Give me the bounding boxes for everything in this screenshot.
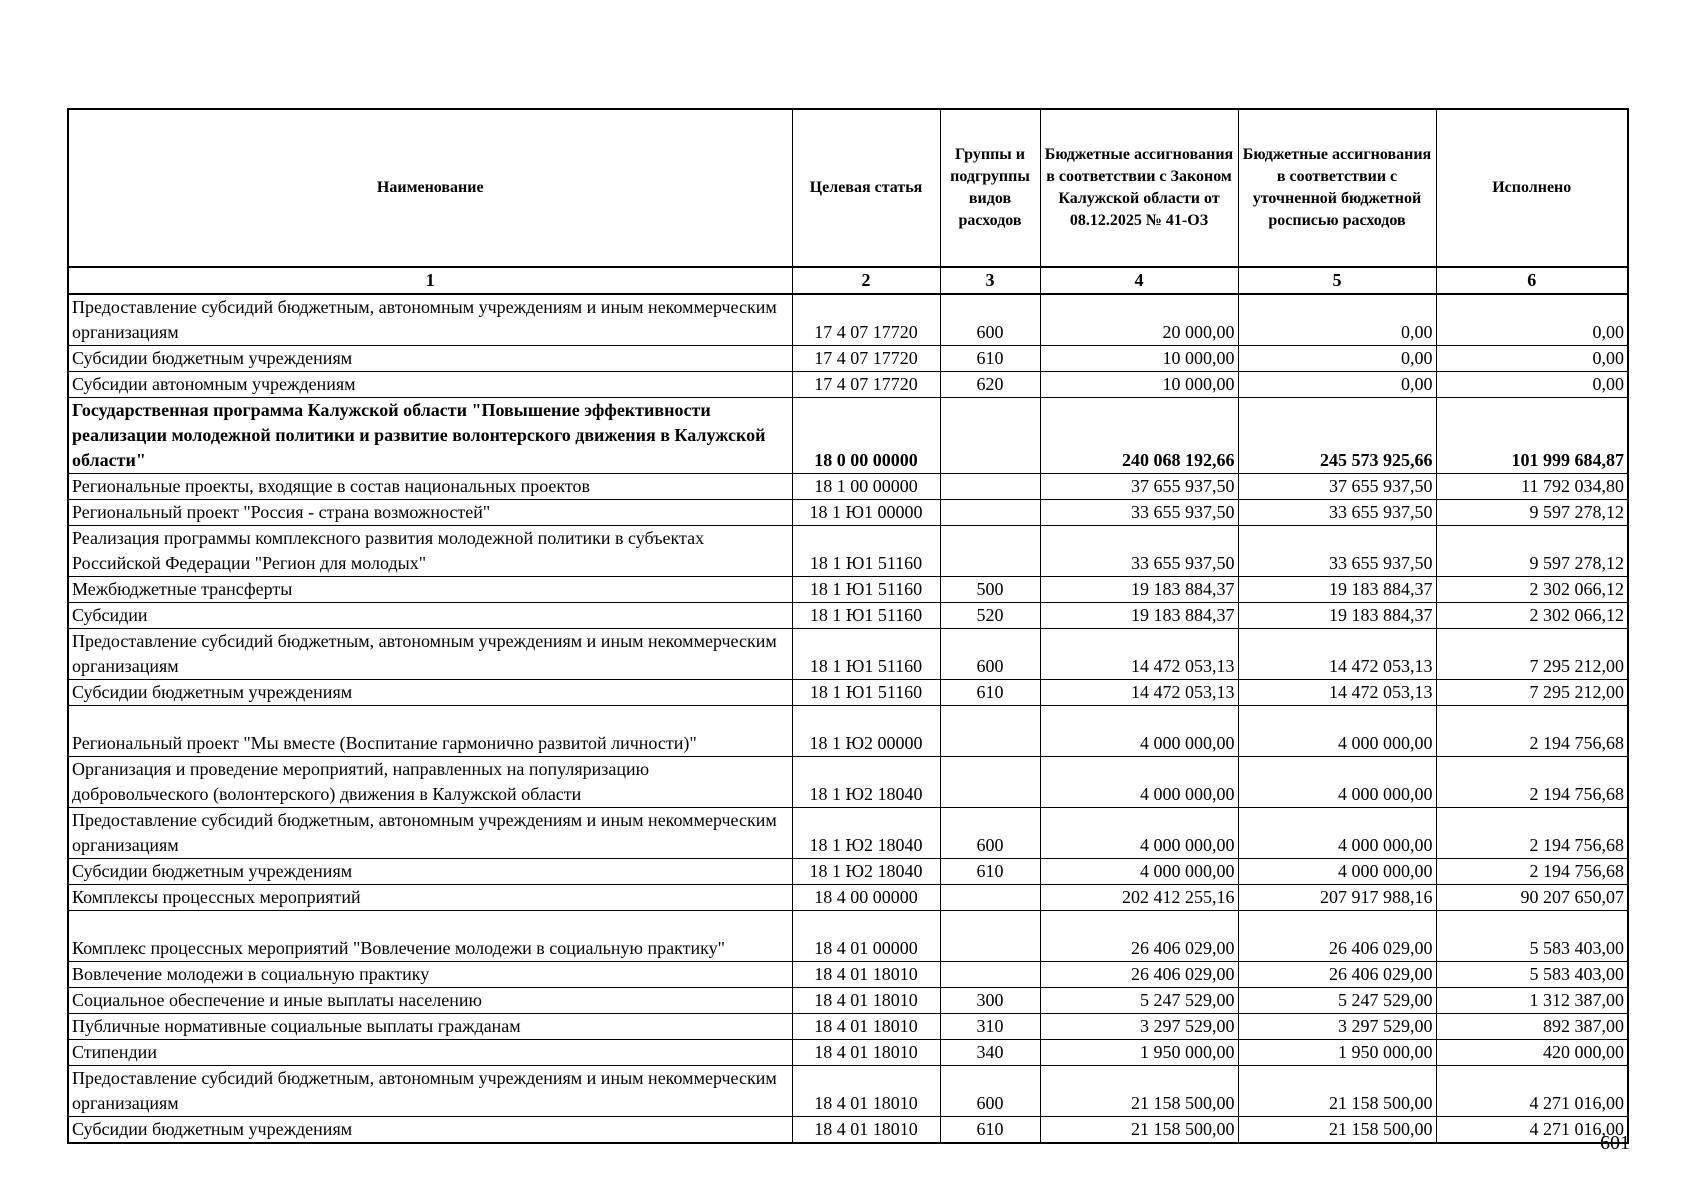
row-expense-group — [940, 526, 1040, 577]
table-row — [68, 757, 1628, 808]
row-target-article: 18 1 00 00000 — [792, 474, 940, 500]
row-refined-amount: 19 183 884,37 — [1238, 603, 1436, 629]
row-executed-amount: 9 597 278,12 — [1436, 500, 1628, 526]
row-target-article: 18 4 01 18010 — [792, 1014, 940, 1040]
row-executed-amount: 420 000,00 — [1436, 1040, 1628, 1066]
table-row — [68, 680, 1628, 706]
row-target-article: 18 4 01 00000 — [792, 911, 940, 962]
row-law-amount: 240 068 192,66 — [1040, 398, 1238, 474]
row-name: Социальное обеспечение и иные выплаты населению — [68, 988, 792, 1014]
row-law-amount: 4 000 000,00 — [1040, 808, 1238, 859]
row-executed-amount: 90 207 650,07 — [1436, 885, 1628, 911]
row-expense-group: 610 — [940, 346, 1040, 372]
header-name: Наименование — [68, 109, 792, 267]
row-refined-amount: 3 297 529,00 — [1238, 1014, 1436, 1040]
table-row — [68, 1117, 1628, 1144]
row-refined-amount: 4 000 000,00 — [1238, 808, 1436, 859]
row-refined-amount: 4 000 000,00 — [1238, 706, 1436, 757]
row-target-article: 18 4 01 18010 — [792, 1117, 940, 1144]
header-executed: Исполнено — [1436, 109, 1628, 267]
row-name: Реализация программы комплексного развития молодежной политики в субъектах Российской Федерации "Регион для молодых" — [68, 526, 792, 577]
row-refined-amount: 14 472 053,13 — [1238, 680, 1436, 706]
row-name: Субсидии автономным учреждениям — [68, 372, 792, 398]
row-expense-group: 310 — [940, 1014, 1040, 1040]
row-executed-amount: 2 302 066,12 — [1436, 603, 1628, 629]
row-expense-group: 610 — [940, 1117, 1040, 1144]
column-number-row — [68, 267, 1628, 294]
table-row — [68, 1066, 1628, 1117]
row-target-article: 18 1 Ю1 51160 — [792, 680, 940, 706]
column-number: 6 — [1436, 267, 1628, 294]
row-law-amount: 14 472 053,13 — [1040, 629, 1238, 680]
row-target-article: 18 1 Ю2 18040 — [792, 808, 940, 859]
row-refined-amount: 0,00 — [1238, 372, 1436, 398]
budget-table — [67, 108, 1629, 1144]
row-name: Вовлечение молодежи в социальную практику — [68, 962, 792, 988]
row-refined-amount: 19 183 884,37 — [1238, 577, 1436, 603]
row-refined-amount: 37 655 937,50 — [1238, 474, 1436, 500]
row-law-amount: 33 655 937,50 — [1040, 526, 1238, 577]
row-name: Предоставление субсидий бюджетным, автономным учреждениям и иным некоммерческим организациям — [68, 808, 792, 859]
row-expense-group: 300 — [940, 988, 1040, 1014]
row-refined-amount: 4 000 000,00 — [1238, 859, 1436, 885]
row-name: Предоставление субсидий бюджетным, автономным учреждениям и иным некоммерческим организациям — [68, 1066, 792, 1117]
column-number: 4 — [1040, 267, 1238, 294]
row-name: Региональный проект "Россия - страна возможностей" — [68, 500, 792, 526]
row-law-amount: 19 183 884,37 — [1040, 603, 1238, 629]
row-refined-amount: 5 247 529,00 — [1238, 988, 1436, 1014]
row-executed-amount: 1 312 387,00 — [1436, 988, 1628, 1014]
row-executed-amount: 0,00 — [1436, 346, 1628, 372]
row-name: Стипендии — [68, 1040, 792, 1066]
row-name: Комплексы процессных мероприятий — [68, 885, 792, 911]
row-executed-amount: 4 271 016,00 — [1436, 1066, 1628, 1117]
row-target-article: 18 1 Ю1 51160 — [792, 526, 940, 577]
table-row — [68, 474, 1628, 500]
table-row — [68, 962, 1628, 988]
row-executed-amount: 0,00 — [1436, 294, 1628, 346]
row-executed-amount: 2 194 756,68 — [1436, 859, 1628, 885]
row-refined-amount: 245 573 925,66 — [1238, 398, 1436, 474]
row-executed-amount: 101 999 684,87 — [1436, 398, 1628, 474]
header-law-allocations: Бюджетные ассигнования в соответствии с Законом Калужской области от 08.12.2025 № 41-ОЗ — [1040, 109, 1238, 267]
row-executed-amount: 5 583 403,00 — [1436, 962, 1628, 988]
row-name: Региональные проекты, входящие в состав национальных проектов — [68, 474, 792, 500]
row-executed-amount: 2 302 066,12 — [1436, 577, 1628, 603]
row-law-amount: 1 950 000,00 — [1040, 1040, 1238, 1066]
row-target-article: 18 4 01 18010 — [792, 988, 940, 1014]
table-row — [68, 911, 1628, 962]
row-executed-amount: 4 271 016,00 — [1436, 1117, 1628, 1144]
row-name: Субсидии бюджетным учреждениям — [68, 346, 792, 372]
row-name: Организация и проведение мероприятий, направленных на популяризацию добровольческого (волонтерского) движения в Калужской области — [68, 757, 792, 808]
row-law-amount: 4 000 000,00 — [1040, 859, 1238, 885]
row-law-amount: 37 655 937,50 — [1040, 474, 1238, 500]
column-number: 2 — [792, 267, 940, 294]
table-row — [68, 706, 1628, 757]
row-refined-amount: 0,00 — [1238, 294, 1436, 346]
table-row — [68, 859, 1628, 885]
row-refined-amount: 21 158 500,00 — [1238, 1066, 1436, 1117]
row-executed-amount: 0,00 — [1436, 372, 1628, 398]
row-target-article: 17 4 07 17720 — [792, 372, 940, 398]
row-executed-amount: 7 295 212,00 — [1436, 680, 1628, 706]
row-expense-group — [940, 706, 1040, 757]
header-row — [68, 109, 1628, 267]
row-expense-group — [940, 398, 1040, 474]
row-executed-amount: 2 194 756,68 — [1436, 808, 1628, 859]
row-target-article: 18 0 00 00000 — [792, 398, 940, 474]
row-target-article: 17 4 07 17720 — [792, 346, 940, 372]
row-law-amount: 19 183 884,37 — [1040, 577, 1238, 603]
row-target-article: 18 1 Ю2 18040 — [792, 757, 940, 808]
row-name: Государственная программа Калужской области "Повышение эффективности реализации молодежной политики и развитие волонтерского движения в Калужской области" — [68, 398, 792, 474]
row-name: Комплекс процессных мероприятий "Вовлечение молодежи в социальную практику" — [68, 911, 792, 962]
row-law-amount: 26 406 029,00 — [1040, 911, 1238, 962]
table-row — [68, 629, 1628, 680]
row-refined-amount: 1 950 000,00 — [1238, 1040, 1436, 1066]
row-executed-amount: 892 387,00 — [1436, 1014, 1628, 1040]
row-expense-group: 600 — [940, 294, 1040, 346]
row-target-article: 18 1 Ю2 00000 — [792, 706, 940, 757]
column-number: 3 — [940, 267, 1040, 294]
column-number: 5 — [1238, 267, 1436, 294]
row-law-amount: 21 158 500,00 — [1040, 1117, 1238, 1144]
row-refined-amount: 26 406 029,00 — [1238, 911, 1436, 962]
row-law-amount: 21 158 500,00 — [1040, 1066, 1238, 1117]
row-name: Региональный проект "Мы вместе (Воспитание гармонично развитой личности)" — [68, 706, 792, 757]
row-target-article: 18 4 00 00000 — [792, 885, 940, 911]
row-expense-group — [940, 885, 1040, 911]
row-executed-amount: 7 295 212,00 — [1436, 629, 1628, 680]
row-target-article: 18 4 01 18010 — [792, 962, 940, 988]
row-law-amount: 33 655 937,50 — [1040, 500, 1238, 526]
row-name: Предоставление субсидий бюджетным, автономным учреждениям и иным некоммерческим организациям — [68, 629, 792, 680]
row-expense-group: 600 — [940, 629, 1040, 680]
row-target-article: 18 1 Ю1 00000 — [792, 500, 940, 526]
row-expense-group: 610 — [940, 680, 1040, 706]
row-name: Субсидии бюджетным учреждениям — [68, 1117, 792, 1144]
row-executed-amount: 9 597 278,12 — [1436, 526, 1628, 577]
row-expense-group: 340 — [940, 1040, 1040, 1066]
table-row — [68, 346, 1628, 372]
row-refined-amount: 33 655 937,50 — [1238, 526, 1436, 577]
row-executed-amount: 11 792 034,80 — [1436, 474, 1628, 500]
row-expense-group — [940, 757, 1040, 808]
row-executed-amount: 2 194 756,68 — [1436, 757, 1628, 808]
table-row — [68, 1040, 1628, 1066]
row-refined-amount: 33 655 937,50 — [1238, 500, 1436, 526]
table-row-program-total — [68, 398, 1628, 474]
table-row — [68, 500, 1628, 526]
page-number: 601 — [1600, 1132, 1630, 1154]
row-target-article: 18 1 Ю1 51160 — [792, 577, 940, 603]
row-executed-amount: 2 194 756,68 — [1436, 706, 1628, 757]
row-target-article: 18 1 Ю2 18040 — [792, 859, 940, 885]
row-law-amount: 4 000 000,00 — [1040, 706, 1238, 757]
table-row — [68, 603, 1628, 629]
row-refined-amount: 4 000 000,00 — [1238, 757, 1436, 808]
row-law-amount: 14 472 053,13 — [1040, 680, 1238, 706]
row-expense-group: 600 — [940, 1066, 1040, 1117]
row-target-article: 18 4 01 18010 — [792, 1040, 940, 1066]
row-expense-group — [940, 500, 1040, 526]
row-refined-amount: 21 158 500,00 — [1238, 1117, 1436, 1144]
row-target-article: 18 1 Ю1 51160 — [792, 629, 940, 680]
table-row — [68, 372, 1628, 398]
row-expense-group: 620 — [940, 372, 1040, 398]
table-row — [68, 885, 1628, 911]
row-law-amount: 10 000,00 — [1040, 372, 1238, 398]
row-expense-group: 520 — [940, 603, 1040, 629]
row-executed-amount: 5 583 403,00 — [1436, 911, 1628, 962]
table-row — [68, 988, 1628, 1014]
table-row — [68, 1014, 1628, 1040]
row-expense-group: 610 — [940, 859, 1040, 885]
row-name: Предоставление субсидий бюджетным, автономным учреждениям и иным некоммерческим организациям — [68, 294, 792, 346]
row-law-amount: 4 000 000,00 — [1040, 757, 1238, 808]
row-name: Субсидии бюджетным учреждениям — [68, 680, 792, 706]
row-name: Субсидии бюджетным учреждениям — [68, 859, 792, 885]
row-expense-group — [940, 911, 1040, 962]
row-law-amount: 202 412 255,16 — [1040, 885, 1238, 911]
row-name: Субсидии — [68, 603, 792, 629]
table-row — [68, 294, 1628, 346]
row-refined-amount: 26 406 029,00 — [1238, 962, 1436, 988]
row-law-amount: 10 000,00 — [1040, 346, 1238, 372]
row-name: Межбюджетные трансферты — [68, 577, 792, 603]
header-expense-groups: Группы и подгруппы видов расходов — [940, 109, 1040, 267]
column-number: 1 — [68, 267, 792, 294]
row-target-article: 18 4 01 18010 — [792, 1066, 940, 1117]
row-target-article: 17 4 07 17720 — [792, 294, 940, 346]
table-row — [68, 526, 1628, 577]
row-name: Публичные нормативные социальные выплаты гражданам — [68, 1014, 792, 1040]
row-refined-amount: 14 472 053,13 — [1238, 629, 1436, 680]
row-target-article: 18 1 Ю1 51160 — [792, 603, 940, 629]
header-target-article: Целевая статья — [792, 109, 940, 267]
row-law-amount: 20 000,00 — [1040, 294, 1238, 346]
row-refined-amount: 207 917 988,16 — [1238, 885, 1436, 911]
row-expense-group: 600 — [940, 808, 1040, 859]
table-row — [68, 808, 1628, 859]
row-expense-group: 500 — [940, 577, 1040, 603]
table-row — [68, 577, 1628, 603]
row-law-amount: 3 297 529,00 — [1040, 1014, 1238, 1040]
row-law-amount: 26 406 029,00 — [1040, 962, 1238, 988]
budget-sheet — [67, 108, 1627, 1144]
row-expense-group — [940, 962, 1040, 988]
row-law-amount: 5 247 529,00 — [1040, 988, 1238, 1014]
row-refined-amount: 0,00 — [1238, 346, 1436, 372]
row-expense-group — [940, 474, 1040, 500]
header-refined-allocations: Бюджетные ассигнования в соответствии с уточненной бюджетной росписью расходов — [1238, 109, 1436, 267]
